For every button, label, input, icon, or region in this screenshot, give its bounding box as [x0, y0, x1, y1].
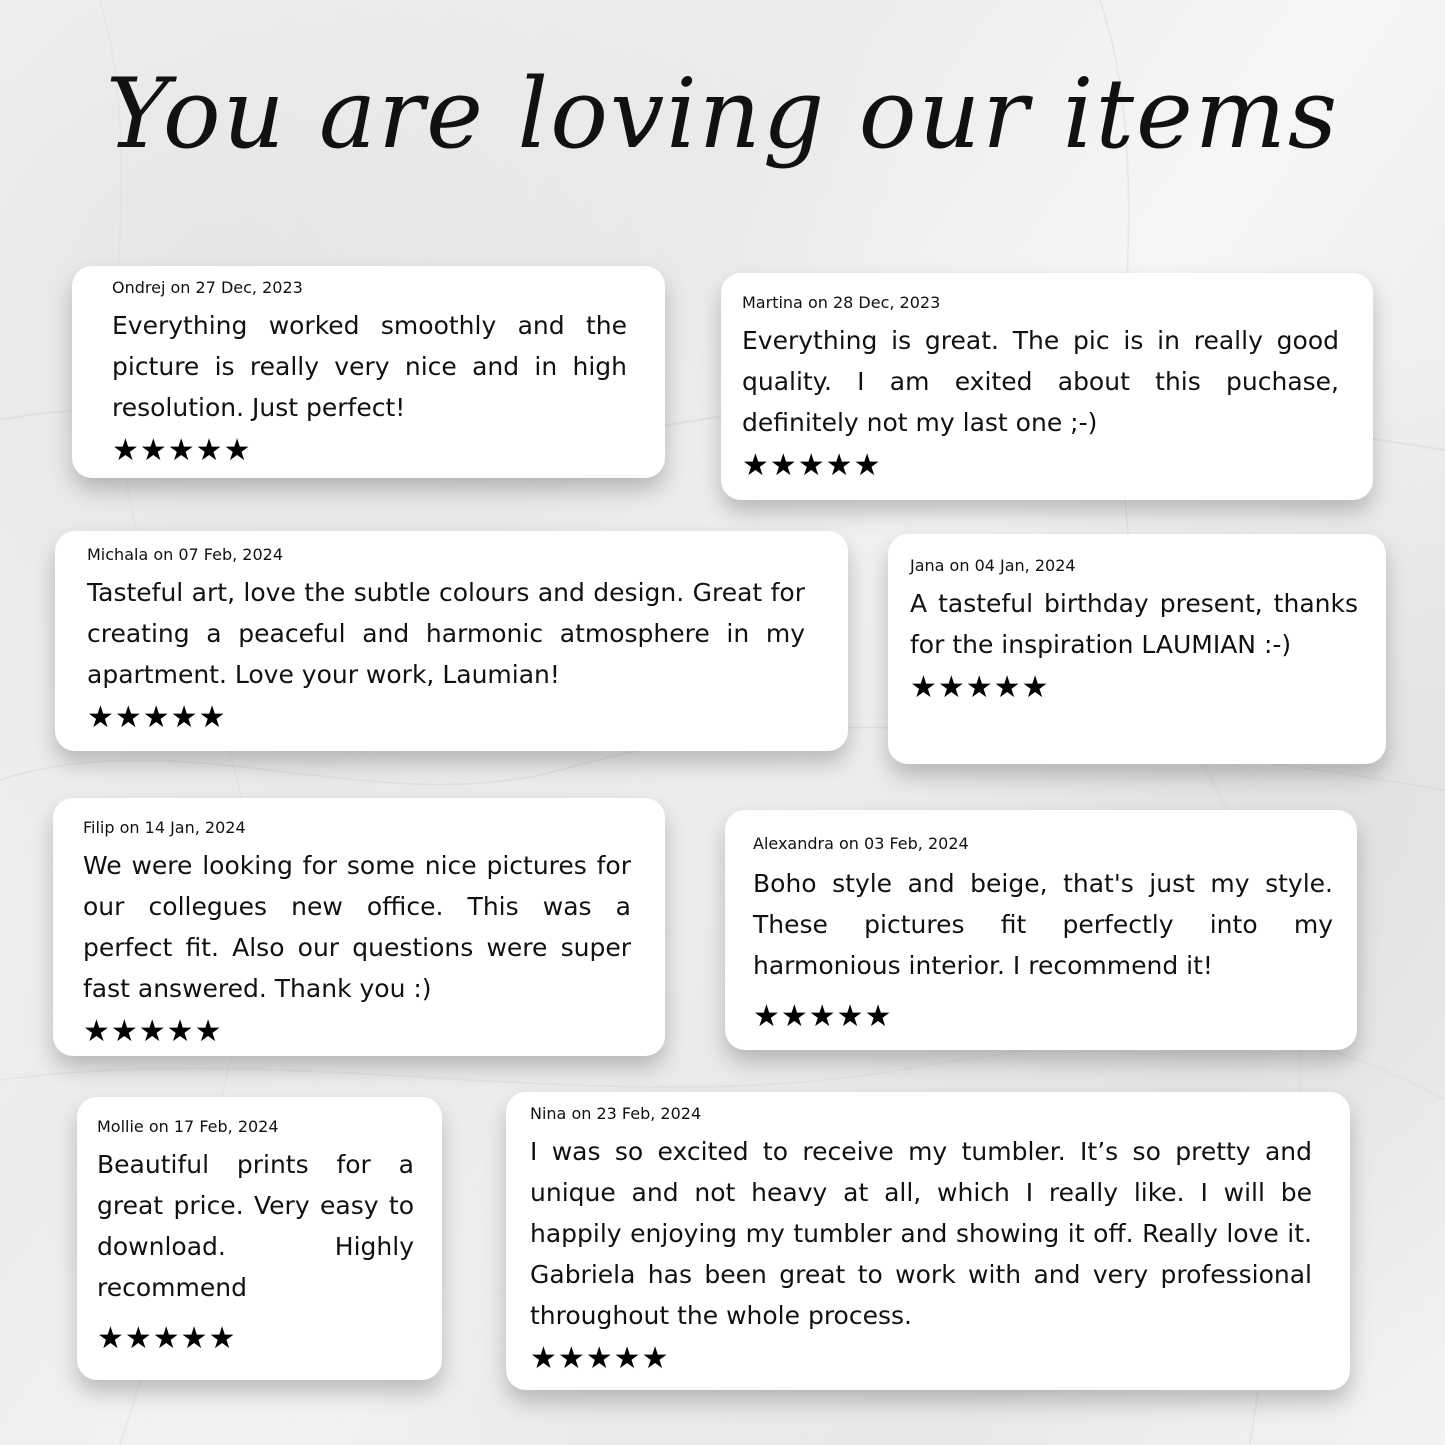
- star-rating-icons: ★★★★★: [742, 448, 882, 483]
- review-card: [77, 1097, 442, 1380]
- review-author-date: Ondrej on 27 Dec, 2023: [112, 278, 303, 297]
- review-card: [506, 1092, 1350, 1390]
- star-rating-icons: ★★★★★: [112, 433, 252, 468]
- review-author-date: Michala on 07 Feb, 2024: [87, 545, 284, 564]
- review-author-date: Filip on 14 Jan, 2024: [83, 818, 246, 837]
- review-text: We were looking for some nice pictures for our collegues new office. This was a perfect fit. Also our questions were super fast answered. Thank you :): [83, 851, 631, 1003]
- review-text: Boho style and beige, that's just my style. These pictures fit perfectly into my harmonious interior. I recommend it!: [753, 869, 1333, 980]
- review-card: [72, 266, 665, 478]
- review-author-date: Alexandra on 03 Feb, 2024: [753, 834, 969, 853]
- review-text: I was so excited to receive my tumbler. It’s so pretty and unique and not heavy at all, which I really like. I will be happily enjoying my tumbler and showing it off. Really love it. Gabriela has been great to work with and very professional throughout the whole process.: [530, 1137, 1312, 1330]
- star-rating-icons: ★★★★★: [97, 1321, 237, 1356]
- review-author-date: Martina on 28 Dec, 2023: [742, 293, 941, 312]
- star-rating-icons: ★★★★★: [910, 670, 1050, 705]
- review-card: [888, 534, 1386, 764]
- star-rating-icons: ★★★★★: [83, 1014, 223, 1049]
- review-author-date: Mollie on 17 Feb, 2024: [97, 1117, 279, 1136]
- review-card: [55, 531, 848, 751]
- review-card: [721, 273, 1373, 500]
- review-card: [725, 810, 1357, 1050]
- review-text: Beautiful prints for a great price. Very easy to download. Highly recommend: [97, 1150, 414, 1302]
- review-author-date: Jana on 04 Jan, 2024: [910, 556, 1076, 575]
- review-author-date: Nina on 23 Feb, 2024: [530, 1104, 702, 1123]
- review-card: [53, 798, 665, 1056]
- review-text: Everything worked smoothly and the picture is really very nice and in high resolution. Just perfect!: [112, 311, 627, 422]
- review-text: Everything is great. The pic is in really good quality. I am exited about this puchase, definitely not my last one ;-): [742, 326, 1339, 437]
- review-text: Tasteful art, love the subtle colours and design. Great for creating a peaceful and harmonic atmosphere in my apartment. Love your work, Laumian!: [87, 578, 805, 689]
- star-rating-icons: ★★★★★: [753, 999, 893, 1034]
- review-text: A tasteful birthday present, thanks for the inspiration LAUMIAN :-): [910, 589, 1358, 659]
- page-title: You are loving our items: [105, 58, 1340, 170]
- star-rating-icons: ★★★★★: [530, 1341, 670, 1376]
- star-rating-icons: ★★★★★: [87, 700, 227, 735]
